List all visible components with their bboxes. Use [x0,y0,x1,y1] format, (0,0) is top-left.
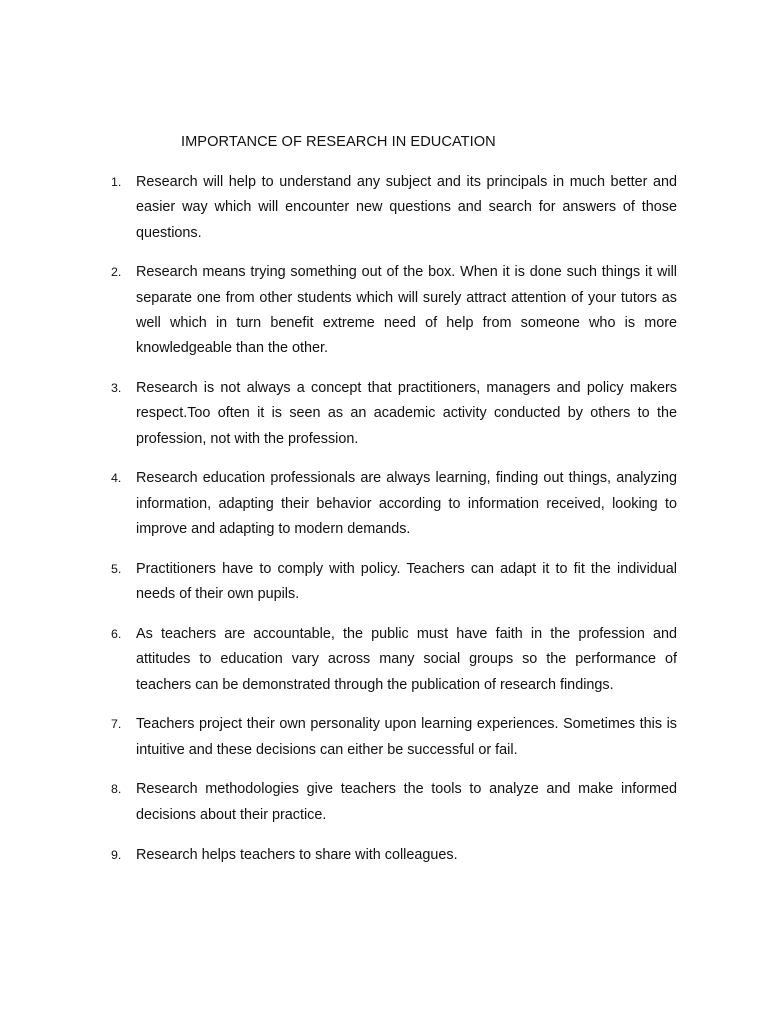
list-item-number: 7. [111,717,122,732]
list-item-number: 8. [111,782,122,797]
list-item-number: 4. [111,471,122,486]
list-item [0,622,768,698]
list-item [0,712,768,763]
document-title: IMPORTANCE OF RESEARCH IN EDUCATION [181,134,496,150]
list-item [0,376,768,452]
list-item-number: 9. [111,847,122,862]
list-item-text: Research is not always a concept that practitioners, managers and policy makers respect.Too often it is seen as an academic activity conducted by others to the profession, not with the profession. [136,380,677,447]
list-item-text: Research means trying something out of the box. When it is done such things it will separate one from other students which will surely attract attention of your tutors as well which in turn benefit extreme need of help from someone who is more knowledgeable than the other. [136,264,677,357]
list-item-number: 5. [111,561,122,576]
list-item [0,843,768,868]
list-item-text: Research methodologies give teachers the tools to analyze and make informed decisions about their practice. [136,781,677,823]
list-item [0,777,768,828]
list-item-text: Research will help to understand any subject and its principals in much better and easier way which will encounter new questions and search for answers of those questions. [136,174,677,241]
numbered-list [0,170,768,882]
list-item-number: 6. [111,626,122,641]
list-item [0,170,768,246]
list-item-number: 2. [111,265,122,280]
list-item-text: As teachers are accountable, the public must have faith in the profession and attitudes to education vary across many social groups so the performance of teachers can be demonstrated through the publication of research findings. [136,625,677,693]
list-item [0,260,768,361]
list-item-text: Research helps teachers to share with colleagues. [136,846,458,863]
list-item [0,466,768,542]
list-item [0,557,768,608]
list-item-number: 3. [111,381,122,396]
list-item-number: 1. [111,175,122,189]
list-item-text: Teachers project their own personality upon learning experiences. Sometimes this is intuitive and these decisions can either be successful or fail. [136,716,677,758]
list-item-text: Research education professionals are always learning, finding out things, analyzing information, adapting their behavior according to information received, looking to improve and adapting to modern demands. [136,470,677,538]
list-item-text: Practitioners have to comply with policy. Teachers can adapt it to fit the individual needs of their own pupils. [136,560,677,603]
